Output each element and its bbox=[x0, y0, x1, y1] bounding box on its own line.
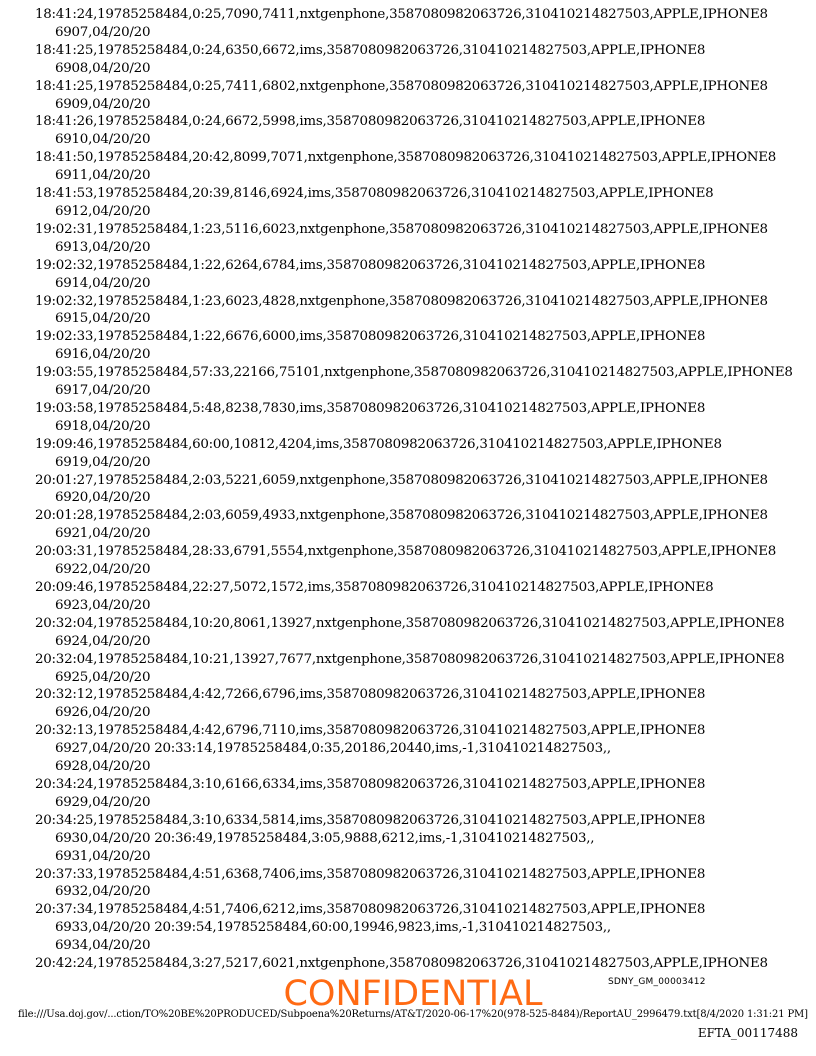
record-line: 20:34:24,19785258484,3:10,6166,6334,ims,3587080982063726,310410214827503,APPLE,IPHONE8 bbox=[35, 776, 706, 792]
call-record-row bbox=[35, 257, 810, 293]
call-record-row bbox=[35, 6, 810, 42]
record-line: 20:32:04,19785258484,10:21,13927,7677,nxtgenphone,3587080982063726,310410214827503,APPLE,IPHONE8 bbox=[35, 651, 785, 667]
call-record-row bbox=[35, 293, 810, 329]
record-continuation: 6914,04/20/20 bbox=[55, 275, 151, 291]
record-line: 20:37:33,19785258484,4:51,6368,7406,ims,3587080982063726,310410214827503,APPLE,IPHONE8 bbox=[35, 866, 706, 882]
call-record-row bbox=[35, 221, 810, 257]
record-continuation: 6928,04/20/20 bbox=[55, 759, 151, 775]
record-continuation: 6934,04/20/20 bbox=[55, 938, 151, 954]
record-line: 20:34:25,19785258484,3:10,6334,5814,ims,3587080982063726,310410214827503,APPLE,IPHONE8 bbox=[35, 812, 706, 828]
efta-number: EFTA_00117488 bbox=[697, 1026, 798, 1040]
call-record-row bbox=[35, 185, 810, 221]
record-line: 19:02:32,19785258484,1:22,6264,6784,ims,3587080982063726,310410214827503,APPLE,IPHONE8 bbox=[35, 257, 706, 273]
record-continuation: 6920,04/20/20 bbox=[55, 490, 151, 506]
call-record-row bbox=[35, 651, 810, 687]
record-line: 19:09:46,19785258484,60:00,10812,4204,ims,3587080982063726,310410214827503,APPLE,IPHONE8 bbox=[35, 436, 722, 452]
call-record-row bbox=[35, 507, 810, 543]
record-continuation: 6910,04/20/20 bbox=[55, 132, 151, 148]
call-record-row bbox=[35, 901, 810, 955]
record-line: 18:41:25,19785258484,0:24,6350,6672,ims,3587080982063726,310410214827503,APPLE,IPHONE8 bbox=[35, 42, 706, 58]
record-line: 18:41:50,19785258484,20:42,8099,7071,nxtgenphone,3587080982063726,310410214827503,APPLE,IPHONE8 bbox=[35, 150, 777, 166]
record-line: 20:01:28,19785258484,2:03,6059,4933,nxtgenphone,3587080982063726,310410214827503,APPLE,IPHONE8 bbox=[35, 508, 768, 524]
record-continuation: 6921,04/20/20 bbox=[55, 526, 151, 542]
record-line: 19:03:58,19785258484,5:48,8238,7830,ims,3587080982063726,310410214827503,APPLE,IPHONE8 bbox=[35, 400, 706, 416]
call-record-row bbox=[35, 328, 810, 364]
call-record-row bbox=[35, 42, 810, 78]
call-record-row bbox=[35, 722, 810, 776]
record-line: 19:03:55,19785258484,57:33,22166,75101,nxtgenphone,3587080982063726,310410214827503,APPLE,IPHONE8 bbox=[35, 365, 793, 381]
call-record-row bbox=[35, 472, 810, 508]
record-continuation: 6930,04/20/20 20:36:49,19785258484,3:05,9888,6212,ims,-1,310410214827503,, bbox=[55, 830, 595, 846]
record-continuation: 6909,04/20/20 bbox=[55, 96, 151, 112]
record-continuation: 6933,04/20/20 20:39:54,19785258484,60:00,19946,9823,ims,-1,310410214827503,, bbox=[55, 920, 611, 936]
record-line: 20:32:13,19785258484,4:42,6796,7110,ims,3587080982063726,310410214827503,APPLE,IPHONE8 bbox=[35, 723, 706, 739]
record-line: 20:37:34,19785258484,4:51,7406,6212,ims,3587080982063726,310410214827503,APPLE,IPHONE8 bbox=[35, 902, 706, 918]
call-record-row bbox=[35, 955, 810, 973]
record-continuation: 6917,04/20/20 bbox=[55, 383, 151, 399]
call-record-row bbox=[35, 436, 810, 472]
record-line: 20:09:46,19785258484,22:27,5072,1572,ims,3587080982063726,310410214827503,APPLE,IPHONE8 bbox=[35, 580, 714, 595]
call-record-row bbox=[35, 113, 810, 149]
record-line: 20:03:31,19785258484,28:33,6791,5554,nxtgenphone,3587080982063726,310410214827503,APPLE,IPHONE8 bbox=[35, 544, 777, 560]
record-line: 19:02:32,19785258484,1:23,6023,4828,nxtgenphone,3587080982063726,310410214827503,APPLE,IPHONE8 bbox=[35, 293, 768, 309]
record-line: 20:32:12,19785258484,4:42,7266,6796,ims,3587080982063726,310410214827503,APPLE,IPHONE8 bbox=[35, 687, 706, 703]
call-record-row bbox=[35, 400, 810, 436]
call-record-row bbox=[35, 149, 810, 185]
call-record-row bbox=[35, 78, 810, 114]
record-continuation: 6908,04/20/20 bbox=[55, 60, 151, 76]
call-record-row bbox=[35, 776, 810, 812]
record-continuation: 6919,04/20/20 bbox=[55, 454, 151, 470]
record-line: 19:02:31,19785258484,1:23,5116,6023,nxtgenphone,3587080982063726,310410214827503,APPLE,IPHONE8 bbox=[35, 221, 768, 237]
call-record-list bbox=[35, 6, 810, 973]
record-line: 18:41:26,19785258484,0:24,6672,5998,ims,3587080982063726,310410214827503,APPLE,IPHONE8 bbox=[35, 114, 706, 130]
record-continuation: 6924,04/20/20 bbox=[55, 633, 151, 649]
record-line: 18:41:24,19785258484,0:25,7090,7411,nxtgenphone,3587080982063726,310410214827503,APPLE,IPHONE8 bbox=[35, 7, 768, 22]
record-continuation: 6915,04/20/20 bbox=[55, 311, 151, 327]
record-line: 20:32:04,19785258484,10:20,8061,13927,nxtgenphone,3587080982063726,310410214827503,APPLE,IPHONE8 bbox=[35, 615, 785, 631]
call-record-row bbox=[35, 615, 810, 651]
file-path-footer: file:///Usa.doj.gov/...ction/TO%20BE%20PRODUCED/Subpoena%20Returns/AT&T/2020-06-17%20(978-525-8484)/ReportAU_2996479.txt[8/4/2020 1:31:21 PM] bbox=[18, 1009, 808, 1020]
call-record-row bbox=[35, 866, 810, 902]
record-continuation: 6916,04/20/20 bbox=[55, 347, 151, 363]
call-record-row bbox=[35, 364, 810, 400]
record-continuation: 6911,04/20/20 bbox=[55, 168, 151, 184]
record-continuation: 6931,04/20/20 bbox=[55, 848, 151, 864]
record-continuation: 6929,04/20/20 bbox=[55, 794, 151, 810]
record-continuation: 6918,04/20/20 bbox=[55, 418, 151, 434]
record-line: 20:42:24,19785258484,3:27,5217,6021,nxtgenphone,3587080982063726,310410214827503,APPLE,IPHONE8 bbox=[35, 956, 768, 972]
record-continuation: 6912,04/20/20 bbox=[55, 203, 151, 219]
call-record-row bbox=[35, 686, 810, 722]
call-record-row bbox=[35, 579, 810, 615]
confidential-stamp: CONFIDENTIAL bbox=[283, 974, 543, 1014]
record-continuation: 6922,04/20/20 bbox=[55, 562, 151, 578]
bates-number: SDNY_GM_00003412 bbox=[608, 977, 706, 987]
record-line: 20:01:27,19785258484,2:03,5221,6059,nxtgenphone,3587080982063726,310410214827503,APPLE,IPHONE8 bbox=[35, 472, 768, 488]
record-continuation: 6925,04/20/20 bbox=[55, 669, 151, 685]
record-continuation: 6913,04/20/20 bbox=[55, 239, 151, 255]
record-continuation: 6926,04/20/20 bbox=[55, 705, 151, 721]
record-line: 19:02:33,19785258484,1:22,6676,6000,ims,3587080982063726,310410214827503,APPLE,IPHONE8 bbox=[35, 329, 706, 345]
record-continuation: 6927,04/20/20 20:33:14,19785258484,0:35,20186,20440,ims,-1,310410214827503,, bbox=[55, 741, 611, 757]
call-record-row bbox=[35, 812, 810, 866]
record-continuation: 6932,04/20/20 bbox=[55, 884, 151, 900]
call-record-row bbox=[35, 543, 810, 579]
record-line: 18:41:53,19785258484,20:39,8146,6924,ims,3587080982063726,310410214827503,APPLE,IPHONE8 bbox=[35, 186, 714, 202]
record-line: 18:41:25,19785258484,0:25,7411,6802,nxtgenphone,3587080982063726,310410214827503,APPLE,IPHONE8 bbox=[35, 78, 768, 94]
record-continuation: 6907,04/20/20 bbox=[55, 24, 151, 40]
record-continuation: 6923,04/20/20 bbox=[55, 597, 151, 613]
